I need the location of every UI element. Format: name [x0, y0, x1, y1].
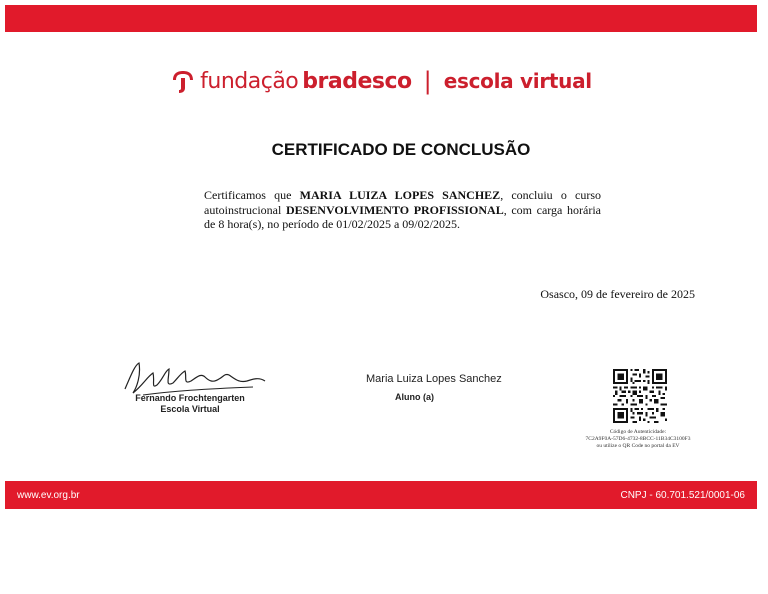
- bradesco-tree-icon: [170, 68, 196, 94]
- logo-separator: |: [423, 67, 432, 95]
- authenticity-label: Código de Autenticidade:: [609, 429, 667, 435]
- body-text-3: , com carga horária de 8 hora(s), no período de 01/02/2025 a 09/02/2025.: [204, 202, 601, 231]
- logo-escola-virtual: escola virtual: [443, 69, 592, 93]
- authenticity-value: 7C2A9F0A-57D6-4732-8BCC-11B34C3100F3: [585, 436, 691, 442]
- student-name: Maria Luiza Lopes Sanchez: [366, 373, 502, 385]
- certificate-title: CERTIFICADO DE CONCLUSÃO: [271, 140, 531, 159]
- signer-org: Escola Virtual: [160, 404, 220, 414]
- course-name: DESENVOLVIMENTO PROFISSIONAL: [285, 202, 504, 217]
- signer-block: [105, 393, 275, 415]
- place-date: Osasco, 09 de fevereiro de 2025: [540, 287, 695, 301]
- bottom-red-bar: [5, 481, 757, 509]
- footer-website: www.ev.org.br: [17, 490, 80, 501]
- certificate-body: [204, 188, 601, 232]
- certificate: [5, 5, 757, 509]
- logo-bradesco: bradesco: [302, 68, 412, 94]
- student-name-upper: MARIA LUIZA LOPES SANCHEZ: [299, 188, 501, 202]
- signer-name: Fernando Frochtengarten: [135, 393, 245, 403]
- logo: [5, 67, 757, 97]
- authenticity-code: [563, 429, 713, 450]
- authenticity-note: ou utilize o QR Code no portal da EV: [596, 443, 680, 449]
- logo-fundacao: fundação: [200, 68, 299, 94]
- top-red-bar: [5, 5, 757, 32]
- footer-cnpj: CNPJ - 60.701.521/0001-06: [620, 490, 745, 501]
- body-text-1: Certificamos que: [204, 188, 300, 202]
- student-role: Aluno (a): [395, 392, 434, 402]
- body-text-2: , concluiu o curso autoinstrucional: [204, 188, 601, 217]
- qr-code: [613, 369, 667, 423]
